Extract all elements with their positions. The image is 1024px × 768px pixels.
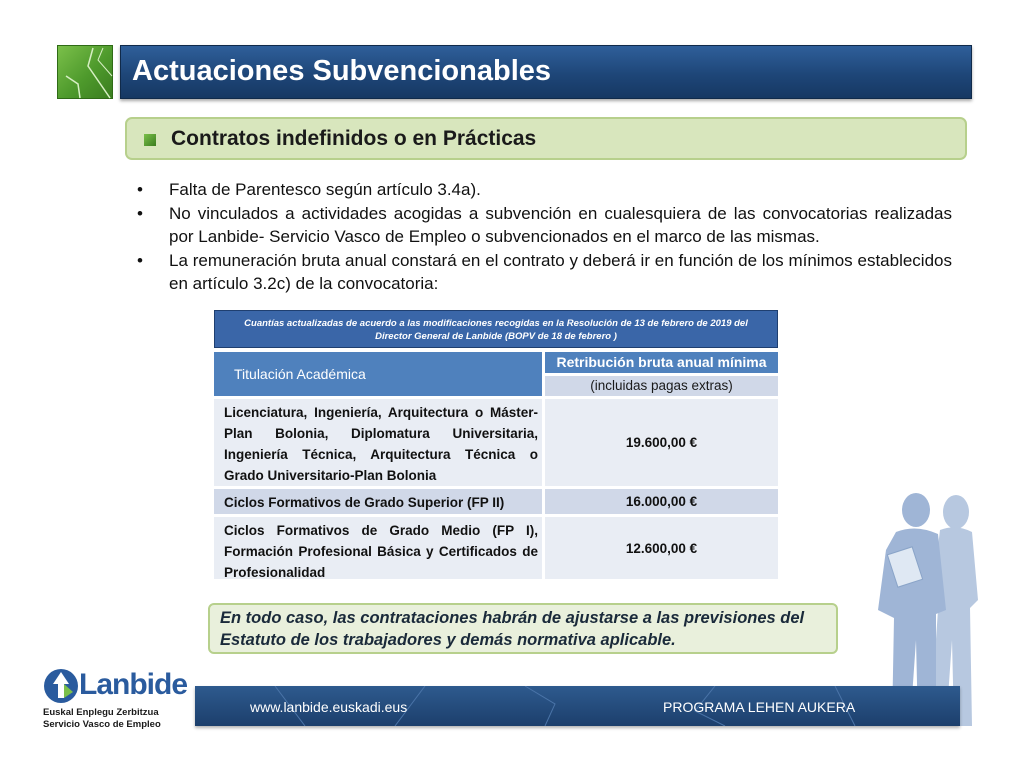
logo-wordmark: Lanbide [79,668,188,701]
list-item: • Falta de Parentesco según artículo 3.4a). [137,178,952,202]
table-row-amount: 12.600,00 € [545,517,778,579]
table-row-label: Licenciatura, Ingeniería, Arquitectura o Máster-Plan Bolonia, Diplomatura Universitaria, Ingeniería Técnica, Arquitectura Técnica o Grado Universitario-Plan Bolonia [214,399,542,486]
footer-bar [195,686,960,726]
list-item: • La remuneración bruta anual constará en el contrato y deberá ir en función de los mínimos establecidos en artículo 3.2c) de la convocatoria: [137,249,952,296]
conclusion-box: En todo caso, las contrataciones habrán de ajustarse a las previsiones del Estatuto de los trabajadores y demás normativa aplicable. [208,603,838,654]
lanbide-logo [43,664,193,732]
program-name: PROGRAMA LEHEN AUKERA [663,699,856,715]
table-row-amount: 16.000,00 € [545,489,778,514]
header-qualification: Titulación Académica [214,352,542,396]
note-line: Cuantías actualizadas de acuerdo a las modificaciones recogidas en la Resolución de 13 de febrero de 2019 del [244,318,748,329]
table-row-label: Ciclos Formativos de Grado Superior (FP II) [214,489,542,514]
section-heading-box [125,117,967,160]
update-note [214,310,778,348]
page-title: Actuaciones Subvencionables [132,55,552,87]
logo-tagline-spanish: Servicio Vasco de Empleo [43,719,161,730]
section-heading: Contratos indefinidos o en Prácticas [171,127,537,150]
logo-tagline-basque: Euskal Enplegu Zerbitzua [43,707,159,718]
header-salary: Retribución bruta anual mínima [545,352,778,373]
note-line: Director General de Lanbide (BOPV de 18 de febrero ) [375,331,617,342]
website-link[interactable]: www.lanbide.euskadi.eus [250,699,408,715]
lanbide-logo-icon [43,666,79,706]
title-bar [120,45,972,99]
table-row-amount: 19.600,00 € [545,399,778,486]
square-bullet-icon [144,134,156,146]
list-item: • No vinculados a actividades acogidas a subvención en cualesquiera de las convocatorias realizadas por Lanbide- Servicio Vasco de Empleo o subvencionados en el marco de las mismas. [137,202,952,249]
requirements-list [137,178,952,296]
corner-decoration-icon [57,45,113,99]
table-row-label: Ciclos Formativos de Grado Medio (FP I), Formación Profesional Básica y Certificados de Profesionalidad [214,517,542,579]
header-salary-note: (incluidas pagas extras) [545,376,778,396]
